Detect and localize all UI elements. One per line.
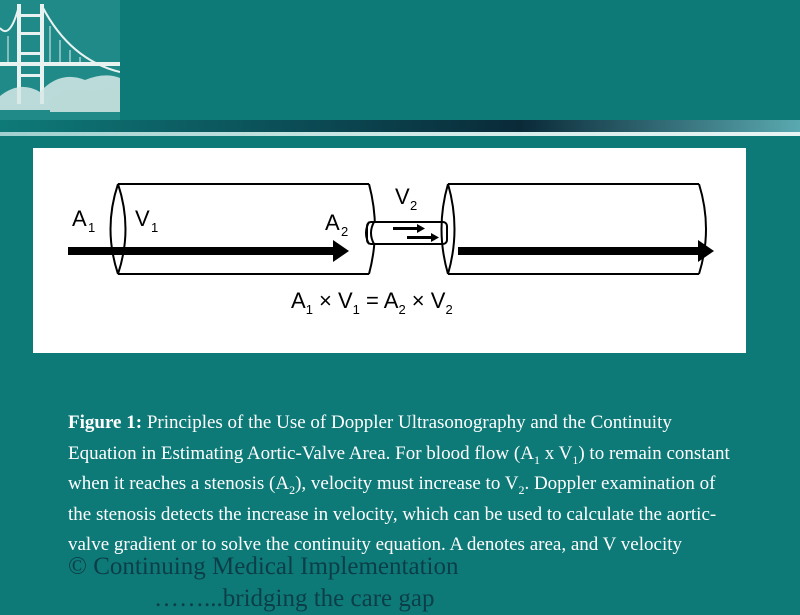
svg-text:1: 1 — [88, 220, 96, 235]
figure-panel — [33, 148, 746, 353]
caption-text-3: ) to remain constant when it reaches a stenosis (A — [68, 442, 730, 494]
footer-line-1: © Continuing Medical Implementation — [68, 553, 459, 580]
figure-label: Figure 1: — [68, 412, 143, 433]
right-vessel — [442, 184, 707, 274]
footer-line-2: ……...bridging the care gap — [154, 585, 435, 612]
caption-text-4: ), velocity must increase to V — [295, 473, 519, 494]
caption-sub-4: 2 — [518, 482, 525, 497]
svg-text:A1 × V1 = A2 × V2: $A_1 \times V_1 = A_2 \times V_2$ — [291, 288, 453, 317]
flow-arrow-right — [458, 240, 714, 262]
equation — [291, 288, 453, 317]
caption-sub-3: 2 — [289, 482, 296, 497]
svg-text:V: V — [135, 206, 150, 231]
caption-sub-1: 1 — [533, 452, 540, 467]
flow-arrow-left — [68, 240, 349, 262]
logo — [0, 0, 120, 120]
svg-text:2: 2 — [341, 224, 349, 239]
svg-text:1: 1 — [151, 220, 159, 235]
continuity-equation-diagram — [33, 148, 746, 353]
caption-text-1: Principles of the Use of Doppler Ultrasonography and the Continuity Equation in Estimating Aortic-Valve Area. For blood flow (A — [68, 412, 672, 464]
svg-text:2: 2 — [410, 198, 418, 213]
svg-text:V: V — [395, 184, 410, 209]
figure-caption — [68, 408, 740, 561]
footer-watermark — [68, 551, 668, 615]
stenosis-tube — [366, 222, 447, 244]
label-v1 — [135, 206, 158, 235]
header-rule — [0, 132, 800, 136]
caption-text-2: x V — [539, 442, 573, 464]
svg-text:A: A — [325, 210, 340, 235]
caption-sub-2: 1 — [572, 452, 579, 467]
golden-gate-bridge-icon — [0, 0, 120, 120]
label-v2 — [395, 184, 417, 213]
caption-text-5: . Doppler examination of the stenosis detects the increase in velocity, which can be used to calculate the aortic-valve gradient or to solve the continuity equation. A denotes area, and V velocity — [68, 473, 717, 555]
svg-text:A: A — [72, 206, 87, 231]
header-bar — [0, 120, 800, 132]
label-a1 — [72, 206, 95, 235]
label-a2 — [325, 210, 348, 239]
